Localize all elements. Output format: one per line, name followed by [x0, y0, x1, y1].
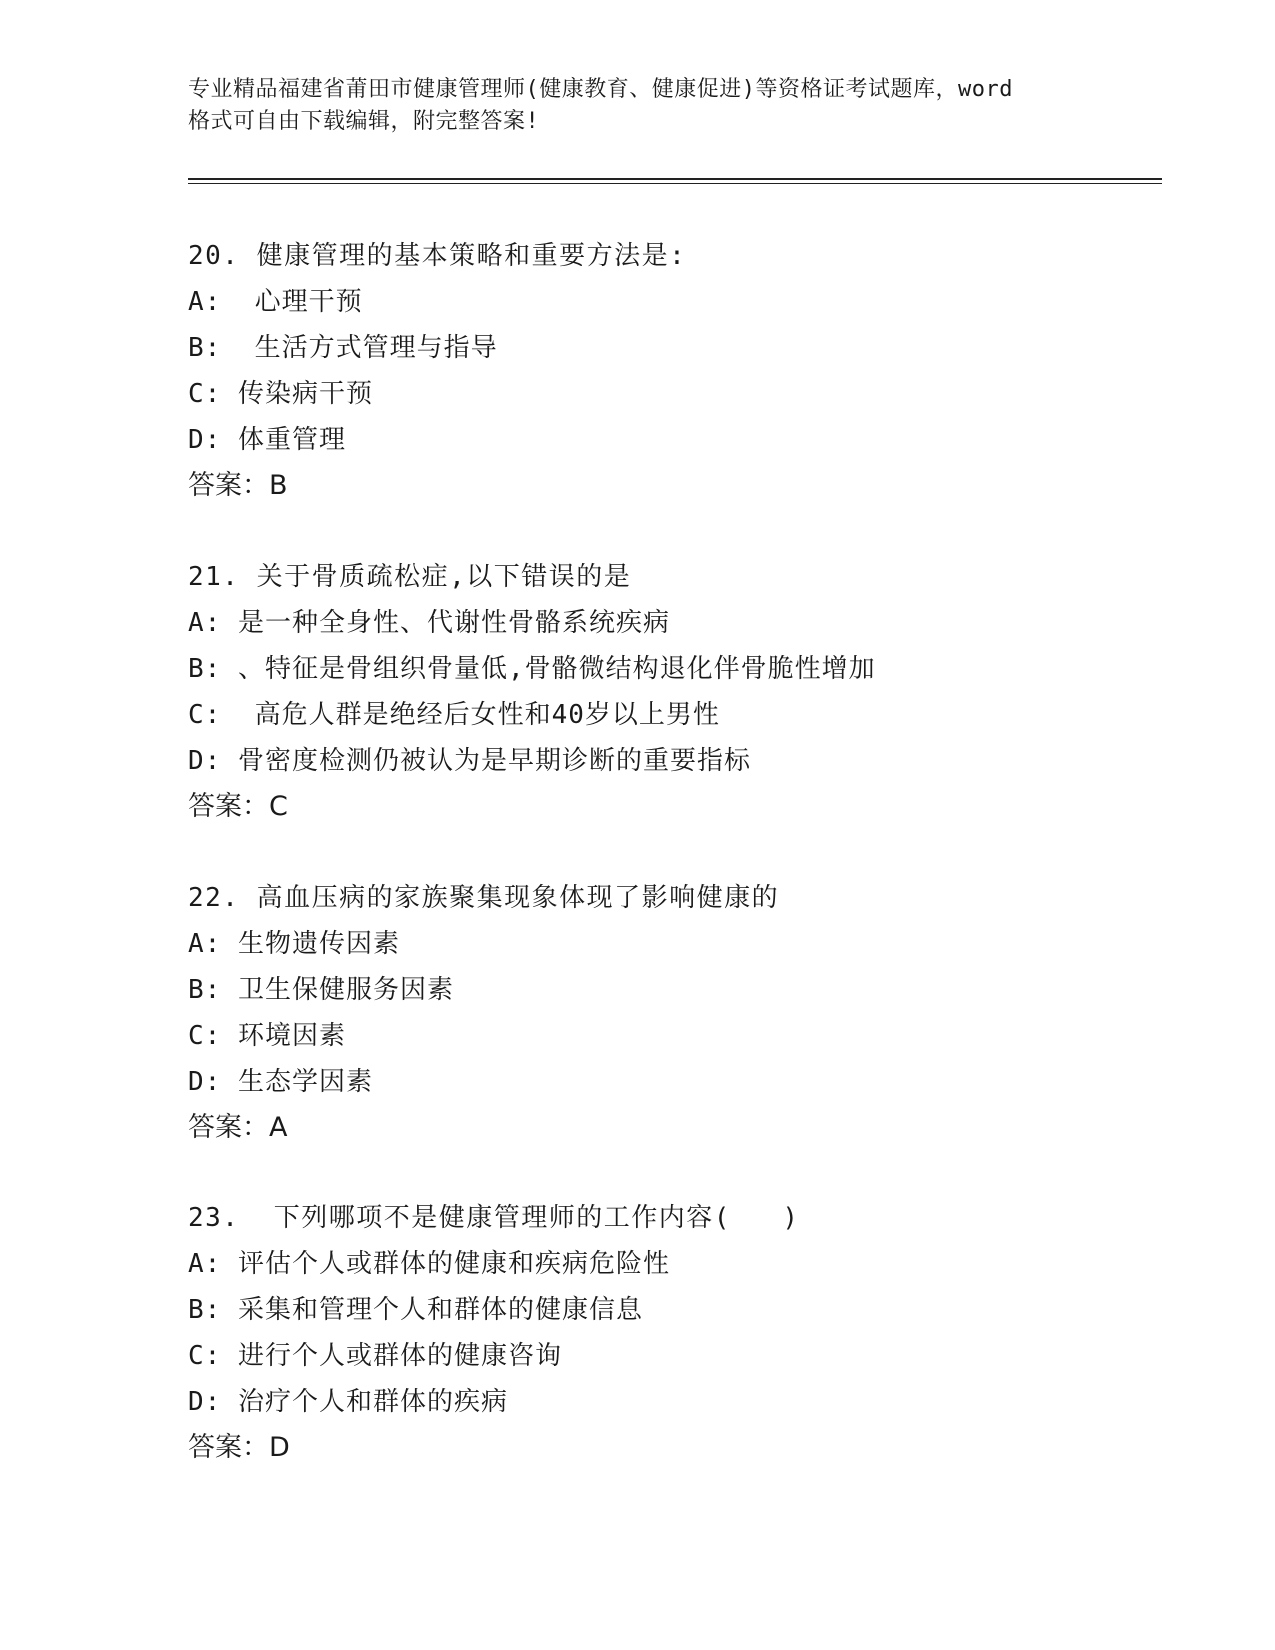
option-d: D: 体重管理: [188, 425, 346, 455]
option-b: B: 卫生保健服务因素: [188, 975, 454, 1005]
question-title: 20. 健康管理的基本策略和重要方法是:: [188, 241, 687, 271]
question-23: [188, 1195, 1148, 1471]
question-title: 22. 高血压病的家族聚集现象体现了影响健康的: [188, 883, 780, 913]
option-d: D: 骨密度检测仍被认为是早期诊断的重要指标: [188, 746, 751, 776]
question-title: 21. 关于骨质疏松症,以下错误的是: [188, 562, 632, 592]
header-divider-thin: [188, 183, 1162, 184]
option-b: B: 、特征是骨组织骨量低,骨骼微结构退化伴骨脆性增加: [188, 654, 876, 684]
question-title: 23. 下列哪项不是健康管理师的工作内容( ): [188, 1203, 800, 1233]
option-a: A: 心理干预: [188, 287, 363, 317]
question-21: [188, 554, 1148, 830]
header-divider-thick: [188, 178, 1162, 180]
option-a: A: 生物遗传因素: [188, 929, 400, 959]
answer-line: 答案：D: [188, 1432, 290, 1463]
option-d: D: 生态学因素: [188, 1067, 373, 1097]
option-a: A: 是一种全身性、代谢性骨骼系统疾病: [188, 608, 670, 638]
option-c: C: 高危人群是绝经后女性和40岁以上男性: [188, 700, 720, 730]
header-line-1: 专业精品福建省莆田市健康管理师(健康教育、健康促进)等资格证考试题库，word: [188, 77, 1013, 102]
option-a: A: 评估个人或群体的健康和疾病危险性: [188, 1249, 670, 1279]
option-c: C: 环境因素: [188, 1021, 346, 1051]
option-c: C: 传染病干预: [188, 379, 373, 409]
option-b: B: 生活方式管理与指导: [188, 333, 498, 363]
answer-line: 答案：B: [188, 470, 288, 501]
question-22: [188, 875, 1148, 1151]
option-d: D: 治疗个人和群体的疾病: [188, 1387, 508, 1417]
answer-line: 答案：C: [188, 791, 288, 822]
option-c: C: 进行个人或群体的健康咨询: [188, 1341, 562, 1371]
answer-line: 答案：A: [188, 1112, 288, 1143]
document-header: [188, 74, 1088, 138]
header-line-2: 格式可自由下载编辑，附完整答案!: [188, 109, 540, 134]
question-20: [188, 233, 1148, 509]
option-b: B: 采集和管理个人和群体的健康信息: [188, 1295, 643, 1325]
